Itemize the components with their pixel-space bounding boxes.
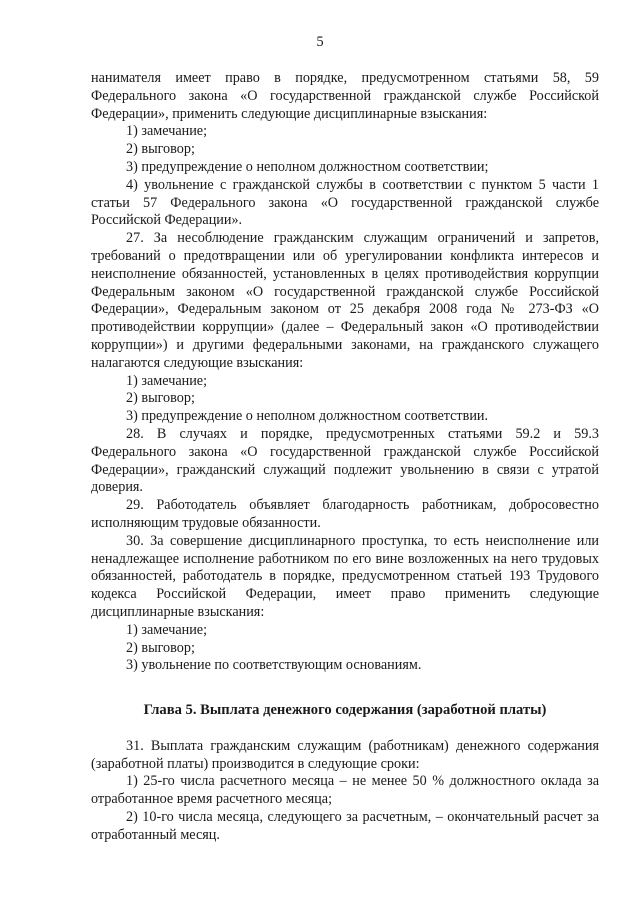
paragraph-31: 31. Выплата гражданским служащим (работникам) денежного содержания (заработной платы) производится в следующие сроки: [91, 737, 599, 772]
list-item: 2) выговор; [126, 639, 195, 656]
paragraph-continuation: нанимателя имеет право в порядке, предусмотренном статьями 58, 59 Федерального закона «О государственной гражданской службе Российской Федерации», применить следующие дисциплинарные взыскания: [91, 70, 599, 122]
list-item: 4) увольнение с гражданской службы в соответствии с пунктом 5 части 1 статьи 57 Федерального закона «О государственной гражданской службе Российской Федерации». [91, 176, 599, 229]
list-item: 1) замечание; [126, 372, 208, 389]
page-number: 5 [316, 34, 324, 50]
spacer [91, 720, 599, 738]
spacer [91, 675, 599, 702]
list-item: 2) выговор; [126, 390, 195, 407]
chapter-heading: Глава 5. Выплата денежного содержания (заработной платы) [143, 702, 547, 719]
list-item: 2) выговор; [126, 141, 195, 158]
paragraph-27: 27. За несоблюдение гражданским служащим ограничений и запретов, требований о предотвращении или об урегулировании конфликта интересов и неисполнение обязанностей, установленных в целях противодействия коррупции Федеральным законом «О государственной гражданской службе Российской Федерации», Федеральным законом от 25 декабря 2008 года № 273-ФЗ «О противодействии коррупции» (далее – Федеральный закон «О противодействии коррупции») и другими федеральными законами, на гражданского служащего налагаются следующие взыскания: [91, 230, 599, 371]
list-item: 1) замечание; [126, 123, 208, 140]
list-item: 1) замечание; [126, 621, 208, 638]
list-item: 2) 10-го числа месяца, следующего за расчетным, – окончательный расчет за отработанный месяц. [91, 809, 599, 843]
list-item: 3) предупреждение о неполном должностном соответствии; [126, 158, 489, 175]
paragraph-29: 29. Работодатель объявляет благодарность работникам, добросовестно исполняющим трудовые обязанности. [91, 497, 599, 531]
document-body [91, 70, 599, 845]
list-item: 3) предупреждение о неполном должностном соответствии. [126, 408, 489, 425]
paragraph-30: 30. За совершение дисциплинарного проступка, то есть неисполнение или ненадлежащее исполнение работником по его вине возложенных на него трудовых обязанностей, работодатель в порядке, предусмотренном статьей 193 Трудового кодекса Российской Федерации, имеет право применить следующие дисциплинарные взыскания: [91, 532, 599, 620]
list-item: 1) 25-го числа расчетного месяца – не менее 50 % должностного оклада за отработанное время расчетного месяца; [91, 773, 599, 808]
list-item: 3) увольнение по соответствующим основаниям. [126, 657, 422, 674]
paragraph-28: 28. В случаях и порядке, предусмотренных статьями 59.2 и 59.3 Федерального закона «О государственной гражданской службе Российской Федерации», гражданский служащий подлежит увольнению в связи с утратой доверия. [91, 425, 599, 496]
